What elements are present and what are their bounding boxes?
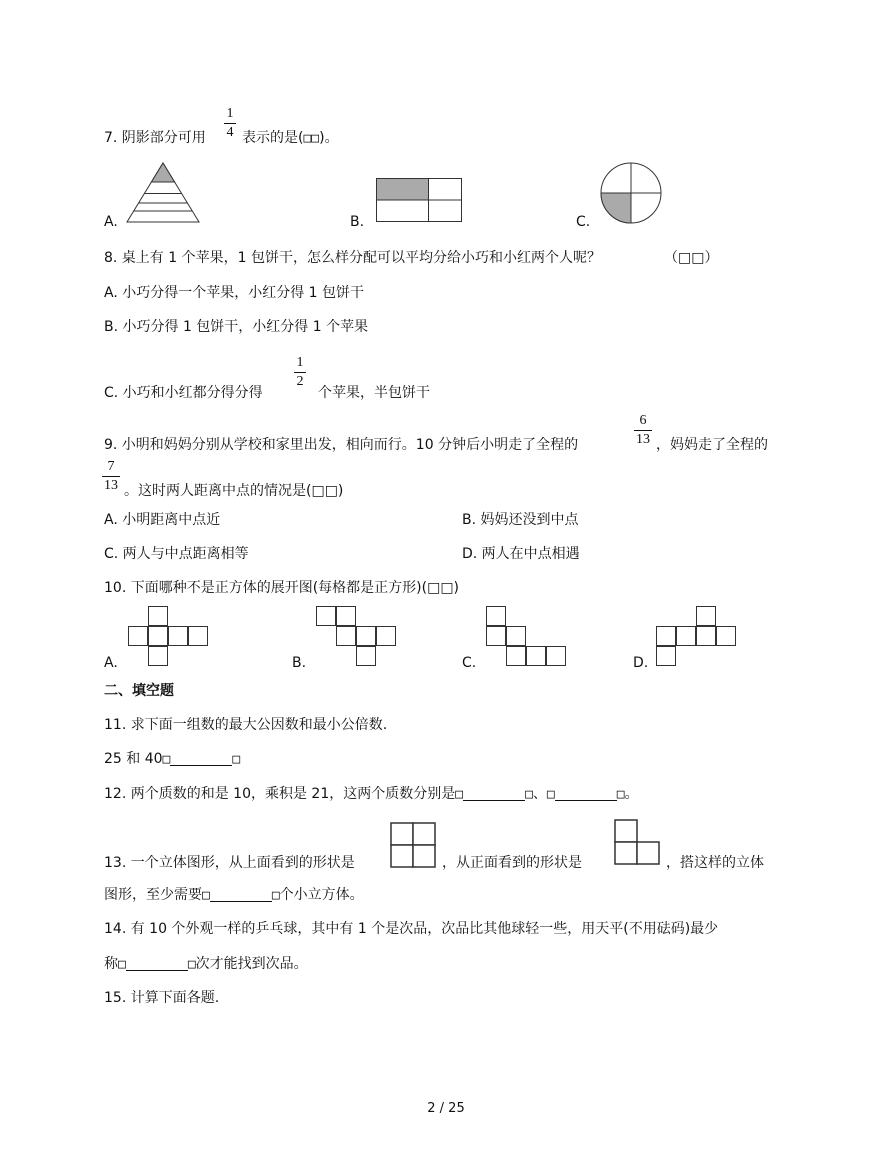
q8-fraction <box>294 355 306 390</box>
q10-option-d-label: D. <box>633 655 649 671</box>
fraction-bar <box>224 123 236 124</box>
q8-stem: 8. 桌上有 1 个苹果，1 包饼干，怎么样分配可以平均分给小巧和小红两个人呢？ <box>104 250 601 266</box>
fraction-denominator: 13 <box>104 478 118 493</box>
q9-stem-part1: 9. 小明和妈妈分别从学校和家里出发，相向而行。10 分钟后小明走了全程的 <box>104 437 579 453</box>
q9-fraction-2 <box>102 459 120 494</box>
answer-blank[interactable] <box>463 785 525 801</box>
fraction-bar <box>294 372 306 373</box>
q9-stem-part2: ，妈妈走了全程的 <box>656 437 768 453</box>
q13-part1: 13. 一个立体图形，从上面看到的形状是 <box>104 855 355 871</box>
answer-blank[interactable] <box>555 785 617 801</box>
fraction-bar <box>634 430 652 431</box>
circle-figure <box>600 162 662 224</box>
q9-option-a: A. 小明距离中点近 <box>104 512 221 528</box>
q8-option-c: C. 小巧和小红都分得分得 <box>104 385 263 401</box>
section-title: 二、填空题 <box>104 683 174 699</box>
q12-line: 12. 两个质数的和是 10，乘积是 21，这两个质数分别是□ □、□ □。 <box>104 786 639 802</box>
top-view-figure <box>390 822 436 868</box>
q7-stem: 7. 阴影部分可用 <box>104 130 206 146</box>
q10-option-c-label: C. <box>462 655 477 671</box>
q7-fraction <box>224 106 236 141</box>
fraction-bar <box>102 476 120 477</box>
q8-bracket: （□□） <box>664 250 719 266</box>
q8-option-a: A. 小巧分得一个苹果，小红分得 1 包饼干 <box>104 285 365 301</box>
q9-stem-part3: 。这时两人距离中点的情况是(□□) <box>124 483 344 499</box>
fraction-denominator: 13 <box>636 432 650 447</box>
q10-stem: 10. 下面哪种不是正方体的展开图(每格都是正方形)(□□) <box>104 580 460 596</box>
q9-option-c: C. 两人与中点距离相等 <box>104 546 249 562</box>
q7-option-a-label: A. <box>104 214 118 230</box>
page-number: 2 / 25 <box>427 1101 465 1116</box>
q13-part2: ，从正面看到的形状是 <box>442 855 582 871</box>
q8-option-c-after: 个苹果，半包饼干 <box>318 385 430 401</box>
q7-option-b-label: B. <box>350 214 365 230</box>
front-view-figure <box>614 819 660 865</box>
answer-blank[interactable] <box>170 750 232 766</box>
fraction-denominator: 2 <box>296 374 304 389</box>
q8-option-b: B. 小巧分得 1 包饼干，小红分得 1 个苹果 <box>104 319 369 335</box>
fraction-denominator: 4 <box>226 125 234 140</box>
fraction-numerator: 1 <box>296 355 304 370</box>
fraction-numerator: 1 <box>226 106 234 121</box>
answer-blank[interactable] <box>126 955 188 971</box>
q11-stem: 11. 求下面一组数的最大公因数和最小公倍数. <box>104 717 388 733</box>
answer-blank[interactable] <box>210 886 272 902</box>
rectangle-figure <box>376 178 462 222</box>
q7-option-c-label: C. <box>576 214 591 230</box>
q14-line1: 14. 有 10 个外观一样的乒乓球，其中有 1 个是次品，次品比其他球轻一些，用天平(不用砝码)最少 <box>104 921 719 937</box>
q11-line: 25 和 40□ □ <box>104 751 241 767</box>
fraction-numerator: 7 <box>107 459 115 474</box>
q10-option-b-label: B. <box>292 655 307 671</box>
cube-net-c <box>486 606 566 666</box>
q9-option-d: D. 两人在中点相遇 <box>462 546 580 562</box>
cube-net-d <box>656 606 736 666</box>
q13-part3: ，搭这样的立体 <box>666 855 764 871</box>
q15-stem: 15. 计算下面各题. <box>104 990 220 1006</box>
q9-option-b: B. 妈妈还没到中点 <box>462 512 579 528</box>
q9-fraction-1 <box>634 413 652 448</box>
fraction-numerator: 6 <box>639 413 647 428</box>
q10-option-a-label: A. <box>104 655 118 671</box>
q14-line2: 称□ □次才能找到次品。 <box>104 956 308 972</box>
cube-net-b <box>316 606 396 666</box>
q7-stem-after: 表示的是(□□)。 <box>242 130 339 146</box>
cube-net-a <box>128 606 208 666</box>
triangle-figure <box>126 162 200 224</box>
q13-line2: 图形，至少需要□ □个小立方体。 <box>104 887 364 903</box>
